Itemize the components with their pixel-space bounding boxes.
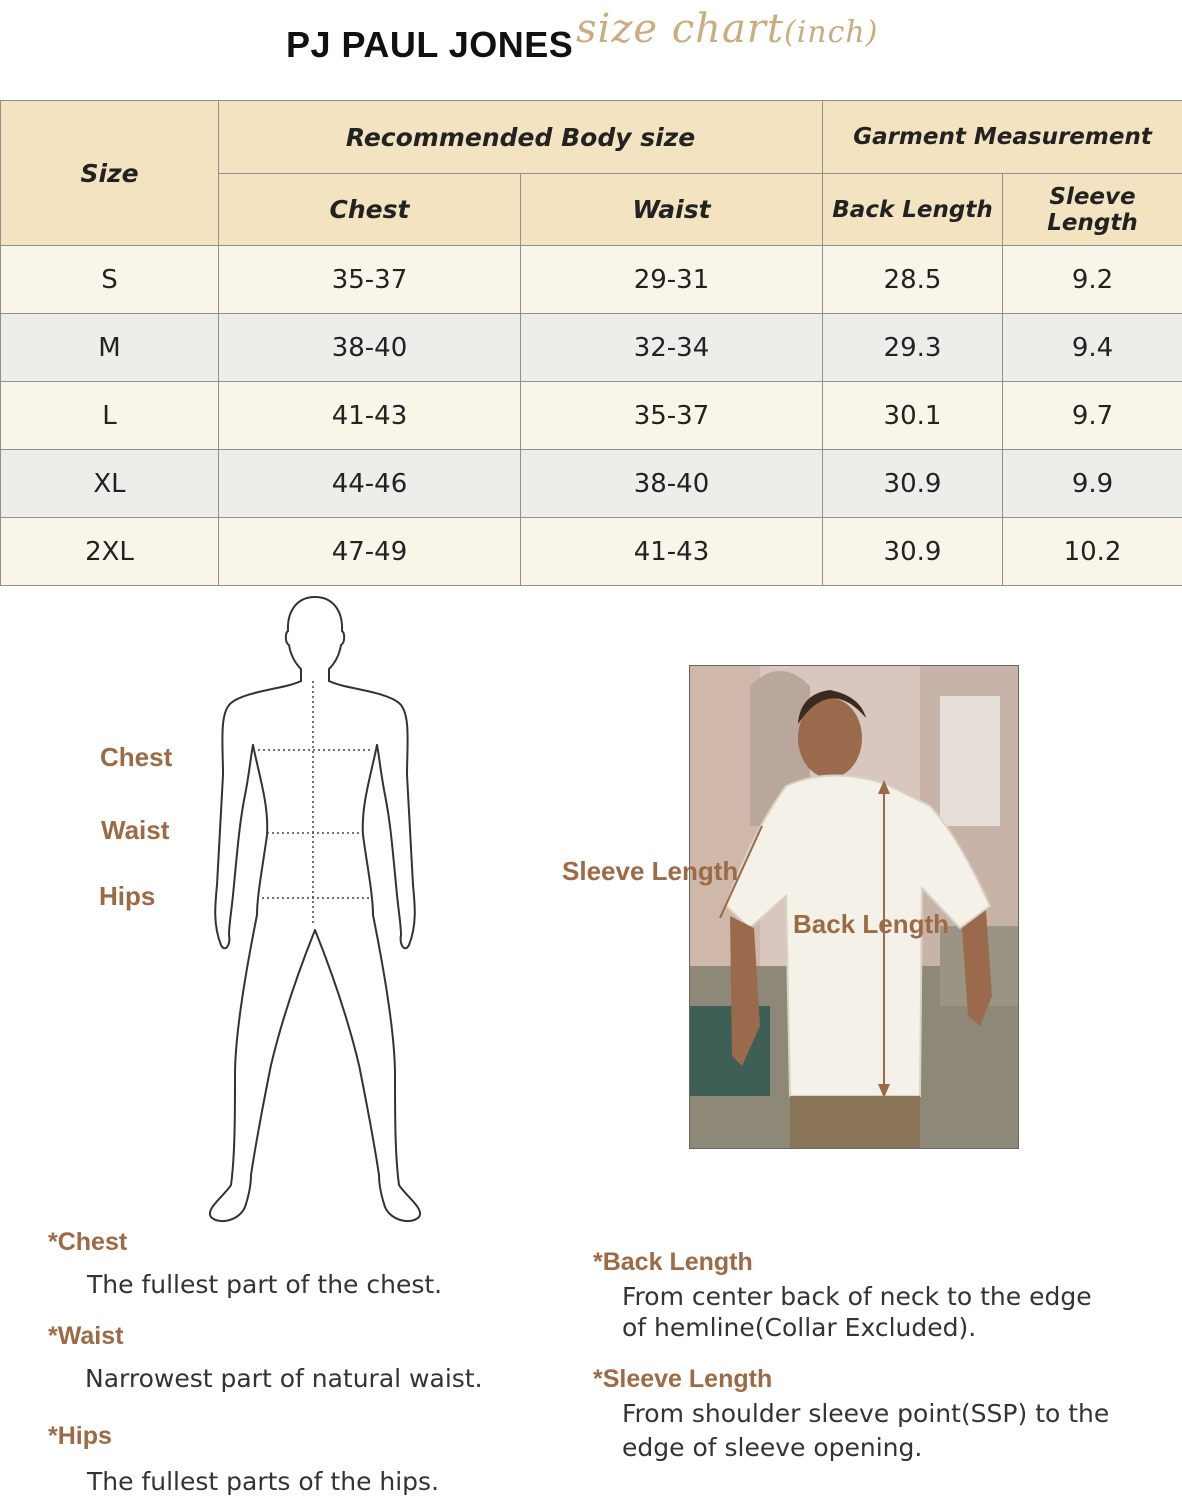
size-cell: L (1, 382, 219, 450)
back-length-definition-line-1: From center back of neck to the edge (622, 1282, 1092, 1311)
size-cell: 2XL (1, 518, 219, 586)
table-row (1, 246, 1182, 314)
title-row (0, 0, 1182, 95)
size-cell: S (1, 246, 219, 314)
figure-label-hips: Hips (99, 881, 156, 911)
figure-label-chest: Chest (100, 742, 173, 772)
model-photo-illustration (690, 666, 1018, 1148)
back-length-definition-title: *Back Length (593, 1248, 753, 1276)
back-length-label: Back Length (793, 909, 950, 939)
chest-definition-title: *Chest (48, 1228, 128, 1256)
model-photo (689, 665, 1019, 1149)
chest-cell: 41-43 (219, 382, 521, 450)
back-length-cell: 30.1 (823, 382, 1003, 450)
chest-cell: 47-49 (219, 518, 521, 586)
sleeve-length-cell: 10.2 (1003, 518, 1182, 586)
sleeve-length-definition-title: *Sleeve Length (593, 1365, 773, 1393)
table-row (1, 314, 1182, 382)
sleeve-length-definition-line-2: edge of sleeve opening. (622, 1433, 923, 1462)
sleeve-length-cell: 9.2 (1003, 246, 1182, 314)
back-length-cell: 29.3 (823, 314, 1003, 382)
waist-cell: 29-31 (521, 246, 823, 314)
chart-title-text: size chart (576, 6, 784, 52)
sleeve-length-cell: 9.9 (1003, 450, 1182, 518)
waist-cell: 41-43 (521, 518, 823, 586)
sleeve-length-label: Sleeve Length (562, 856, 739, 886)
back-length-cell: 28.5 (823, 246, 1003, 314)
back-length-cell: 30.9 (823, 450, 1003, 518)
chest-cell: 44-46 (219, 450, 521, 518)
waist-cell: 38-40 (521, 450, 823, 518)
waist-definition-title: *Waist (48, 1322, 124, 1350)
chart-title-unit: (inch) (784, 15, 879, 50)
body-size-group-header: Recommended Body size (219, 101, 823, 174)
sleeve-length-definition-line-1: From shoulder sleeve point(SSP) to the (622, 1399, 1110, 1428)
back-length-definition-line-2: of hemline(Collar Excluded). (622, 1313, 977, 1342)
waist-cell: 35-37 (521, 382, 823, 450)
size-table (0, 100, 1182, 586)
chest-definition-text: The fullest part of the chest. (87, 1270, 443, 1299)
brand-name: PJ PAUL JONES (286, 24, 574, 65)
waist-cell: 32-34 (521, 314, 823, 382)
chest-column-header: Chest (219, 174, 521, 246)
body-outline-figure (205, 595, 425, 1225)
figure-label-waist: Waist (101, 815, 170, 845)
waist-column-header: Waist (521, 174, 823, 246)
table-row (1, 382, 1182, 450)
size-cell: XL (1, 450, 219, 518)
table-row (1, 518, 1182, 586)
table-row (1, 450, 1182, 518)
size-cell: M (1, 314, 219, 382)
chest-cell: 35-37 (219, 246, 521, 314)
size-column-header: Size (1, 101, 219, 246)
sleeve-length-cell: 9.4 (1003, 314, 1182, 382)
hips-definition-text: The fullest parts of the hips. (87, 1467, 440, 1496)
back-length-cell: 30.9 (823, 518, 1003, 586)
back-length-column-header: Back Length (823, 174, 1003, 246)
hips-definition-title: *Hips (48, 1422, 112, 1450)
waist-definition-text: Narrowest part of natural waist. (85, 1364, 483, 1393)
garment-group-header: Garment Measurement (823, 101, 1182, 174)
chart-title (576, 6, 878, 52)
sleeve-length-cell: 9.7 (1003, 382, 1182, 450)
sleeve-length-column-header: Sleeve Length (1003, 174, 1182, 246)
chest-cell: 38-40 (219, 314, 521, 382)
